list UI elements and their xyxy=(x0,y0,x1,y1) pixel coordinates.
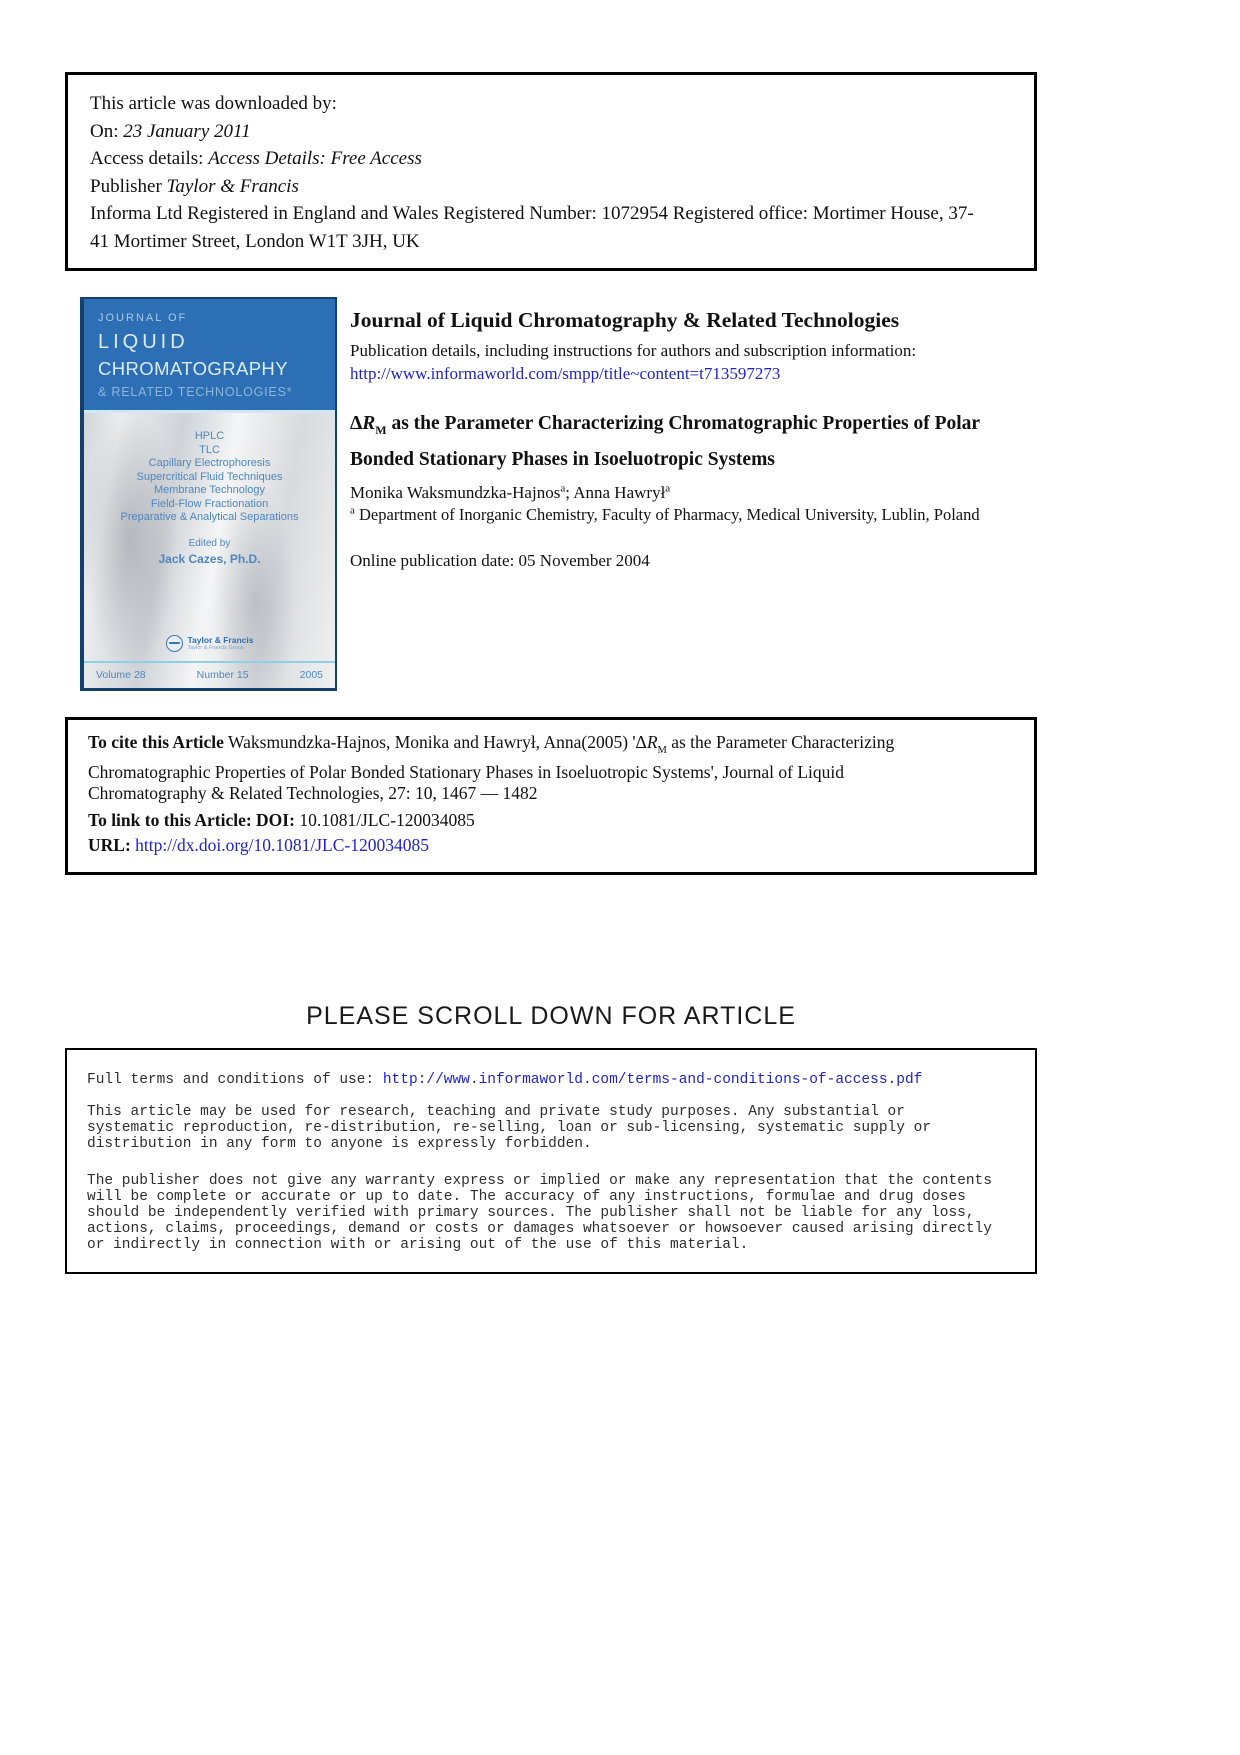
title-line-2: Bonded Stationary Phases in Isoeluotropic Systems xyxy=(350,449,775,470)
logo-text xyxy=(188,636,254,651)
author-2: ; Anna Hawrył xyxy=(565,483,666,502)
journal-name: Journal of Liquid Chromatography & Related Technologies xyxy=(350,308,900,332)
taylor-francis-logo xyxy=(84,635,335,652)
terms-pdf-link[interactable]: http://www.informaworld.com/terms-and-conditions-of-access.pdf xyxy=(382,1072,923,1088)
cite-rm-subscript: M xyxy=(657,745,667,756)
terms-conditions-box xyxy=(65,1048,1037,1274)
year-label: 2005 xyxy=(299,669,323,681)
topic-item: Preparative & Analytical Separations xyxy=(120,511,299,523)
downloaded-by-line: This article was downloaded by: xyxy=(90,93,337,114)
cover-masthead xyxy=(84,299,335,410)
terms-line: This article may be used for research, teaching and private study purposes. Any substantial or xyxy=(87,1104,905,1120)
editor-name: Jack Cazes, Ph.D. xyxy=(158,551,261,566)
cite-line-1 xyxy=(88,732,1014,762)
logo-group: Taylor & Francis Group xyxy=(187,644,244,651)
terms-line: actions, claims, proceedings, demand or costs or damages whatsoever or howsoever caused arising directly xyxy=(87,1221,992,1237)
topic-item: HPLC xyxy=(194,430,225,442)
authors-line xyxy=(350,483,1050,503)
masthead-related-technologies: & RELATED TECHNOLOGIES* xyxy=(98,385,293,399)
url-line xyxy=(88,835,1014,857)
access-details-line xyxy=(90,145,1012,173)
globe-icon xyxy=(166,635,183,652)
publisher-label: Publisher xyxy=(90,175,167,197)
title-text-1: as the Parameter Characterizing Chromatographic Properties of Polar xyxy=(386,413,981,434)
publication-details: Publication details, including instructions for authors and subscription information: xyxy=(350,341,917,360)
logo-name: Taylor & Francis xyxy=(187,635,254,645)
author-2-affil-mark: a xyxy=(665,482,671,495)
cite-text-a: Waksmundzka-Hajnos, Monika and Hawrył, Anna(2005) 'Δ xyxy=(223,732,647,752)
masthead-chromatography: CHROMATOGRAPHY xyxy=(98,358,288,379)
terms-line: systematic reproduction, re-distribution, re-selling, loan or sub-licensing, systematic supply or xyxy=(87,1120,932,1136)
registration-line-2: 41 Mortimer Street, London W1T 3JH, UK xyxy=(90,230,420,252)
doi-line xyxy=(88,810,1014,832)
terms-paragraph-2 xyxy=(87,1173,1015,1253)
affiliation-text: Department of Inorganic Chemistry, Faculty of Pharmacy, Medical University, Lublin, Poland xyxy=(354,505,980,524)
full-terms-line xyxy=(87,1072,1015,1088)
cite-line-3: Chromatography & Related Technologies, 27: 10, 1467 — 1482 xyxy=(88,783,538,803)
cover-body xyxy=(84,413,335,661)
doi-value: 10.1081/JLC-120034085 xyxy=(299,809,475,830)
topic-item: Field-Flow Fractionation xyxy=(150,497,269,510)
download-date-line xyxy=(90,118,1012,146)
journal-url-link[interactable]: http://www.informaworld.com/smpp/title~content=t713597273 xyxy=(350,364,781,383)
terms-label: Full terms and conditions of use: xyxy=(87,1072,383,1088)
access-value: Access Details: Free Access xyxy=(208,148,422,169)
cite-line-2: Chromatographic Properties of Polar Bonded Stationary Phases in Isoeluotropic Systems', Journal of Liquid xyxy=(88,761,845,782)
topic-item: Capillary Electrophoresis xyxy=(148,457,271,469)
cite-rm-symbol: R xyxy=(646,732,658,752)
cite-label: To cite this Article xyxy=(88,732,224,752)
journal-url-line xyxy=(350,362,1050,385)
terms-line: should be independently verified with primary sources. The publisher shall not be liable for any loss, xyxy=(87,1205,975,1221)
publisher-value: Taylor & Francis xyxy=(166,175,299,197)
doi-url-link[interactable]: http://dx.doi.org/10.1081/JLC-120034085 xyxy=(135,835,429,855)
publisher-line xyxy=(90,173,1012,201)
number-label: Number 15 xyxy=(196,669,249,681)
terms-line: will be complete or accurate or up to date. The accuracy of any instructions, formulae and drug doses xyxy=(87,1189,966,1205)
delta-symbol: Δ xyxy=(350,413,363,434)
journal-cover xyxy=(80,297,337,691)
terms-line: distribution in any form to anyone is expressly forbidden. xyxy=(87,1136,592,1152)
on-label: On: xyxy=(90,120,124,142)
scroll-down-notice: PLEASE SCROLL DOWN FOR ARTICLE xyxy=(306,1002,796,1030)
journal-header-column xyxy=(350,308,1050,571)
cover-footer xyxy=(84,661,335,688)
edited-by-label: Edited by xyxy=(188,537,231,549)
author-1: Monika Waksmundzka-Hajnos xyxy=(350,483,561,502)
author-1-affil-mark: a xyxy=(560,482,566,495)
terms-line: or indirectly in connection with or arising out of the use of this material. xyxy=(87,1237,749,1253)
rm-symbol: R xyxy=(362,413,376,434)
rm-subscript: M xyxy=(375,423,387,437)
title-line-1 xyxy=(350,409,1050,445)
download-info-box xyxy=(65,72,1037,271)
article-title xyxy=(350,409,1050,475)
terms-line: The publisher does not give any warranty express or implied or make any representation that the contents xyxy=(87,1173,992,1189)
volume-label: Volume 28 xyxy=(96,669,146,681)
masthead-journal-of: JOURNAL OF xyxy=(98,312,188,324)
topic-item: Membrane Technology xyxy=(153,484,266,496)
cite-text-b: as the Parameter Characterizing xyxy=(666,732,895,752)
doi-label: To link to this Article: DOI: xyxy=(88,809,300,830)
access-label: Access details: xyxy=(90,148,209,169)
citation-box xyxy=(65,717,1037,875)
affiliation-line xyxy=(350,505,1050,525)
affiliation-mark: a xyxy=(350,504,355,517)
topic-item: TLC xyxy=(199,443,220,456)
masthead-liquid: LIQUID xyxy=(98,331,189,353)
online-publication-date: Online publication date: 05 November 2004 xyxy=(350,551,650,570)
registration-line-1: Informa Ltd Registered in England and Wales Registered Number: 1072954 Registered office: Mortimer House, 37- xyxy=(90,203,974,224)
url-label: URL: xyxy=(88,835,136,855)
download-date-value: 23 January 2011 xyxy=(123,120,251,142)
terms-paragraph-1 xyxy=(87,1104,1015,1152)
topic-item: Supercritical Fluid Techniques xyxy=(136,470,283,483)
